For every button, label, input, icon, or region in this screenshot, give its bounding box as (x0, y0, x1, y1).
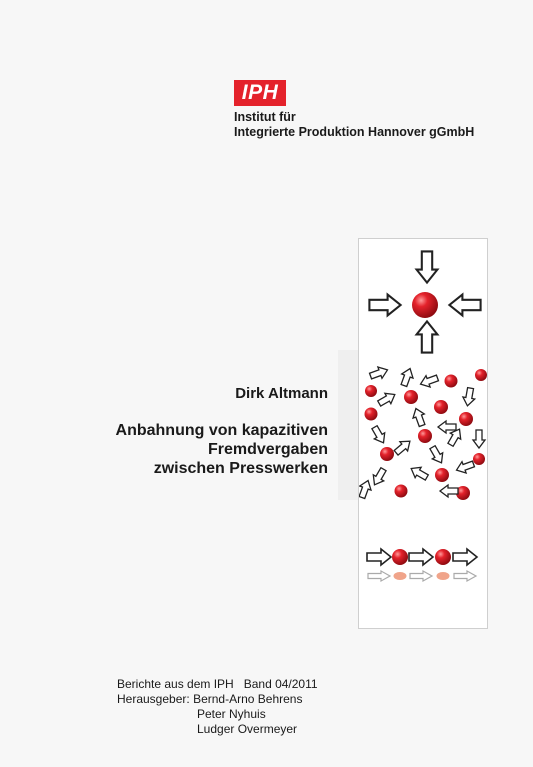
series-line (117, 677, 318, 692)
ball-icon (435, 468, 449, 482)
iph-logo: IPH (234, 80, 286, 106)
ball-icon (473, 453, 485, 465)
illustration-panel (358, 238, 488, 629)
ball-icon (394, 572, 407, 580)
converging-arrows-group (369, 251, 480, 352)
title-line-3: zwischen Presswerken (153, 460, 328, 477)
institute-name-line1: Institut für (234, 110, 296, 124)
arrow-icon (449, 295, 480, 316)
arrow-icon (367, 549, 391, 565)
arrow-icon (417, 251, 438, 282)
book-title (68, 421, 328, 478)
title-line-1: Anbahnung von kapazitiven (115, 422, 328, 439)
editors-label: Herausgeber: (117, 692, 190, 706)
arrow-icon (409, 549, 433, 565)
volume-number: Band 04/2011 (243, 677, 318, 691)
ball-icon (395, 485, 408, 498)
ball-icon (435, 549, 451, 565)
ball-icon (365, 385, 377, 397)
ball-icon (365, 408, 378, 421)
series-name: Berichte aus dem IPH (117, 677, 234, 691)
footer (117, 677, 318, 737)
ball-icon (445, 375, 458, 388)
ball-icon (380, 447, 394, 461)
aligned-flow-group (367, 549, 477, 581)
arrow-icon (417, 321, 438, 352)
title-line-2: Fremdvergaben (207, 441, 328, 458)
scattered-balls-group (359, 364, 487, 500)
ball-icon (434, 400, 448, 414)
arrow-icon (410, 571, 432, 581)
editors-line (117, 692, 318, 707)
ball-icon (412, 292, 438, 318)
editor-name: Ludger Overmeyer (197, 722, 298, 736)
arrow-icon (369, 295, 400, 316)
author-name: Dirk Altmann (235, 385, 328, 402)
institute-name-line2: Integrierte Produktion Hannover gGmbH (234, 125, 475, 139)
editor-name: Bernd-Arno Behrens (193, 692, 303, 706)
ball-icon (475, 369, 487, 381)
arrow-icon (368, 571, 390, 581)
editor-name: Peter Nyhuis (197, 707, 266, 721)
arrow-icon (453, 549, 477, 565)
decorative-shadow (338, 350, 358, 500)
arrow-icon (454, 571, 476, 581)
ball-icon (392, 549, 408, 565)
ball-icon (459, 412, 473, 426)
illustration-svg (359, 239, 487, 628)
ball-icon (437, 572, 450, 580)
ball-icon (404, 390, 418, 404)
ball-icon (418, 429, 432, 443)
